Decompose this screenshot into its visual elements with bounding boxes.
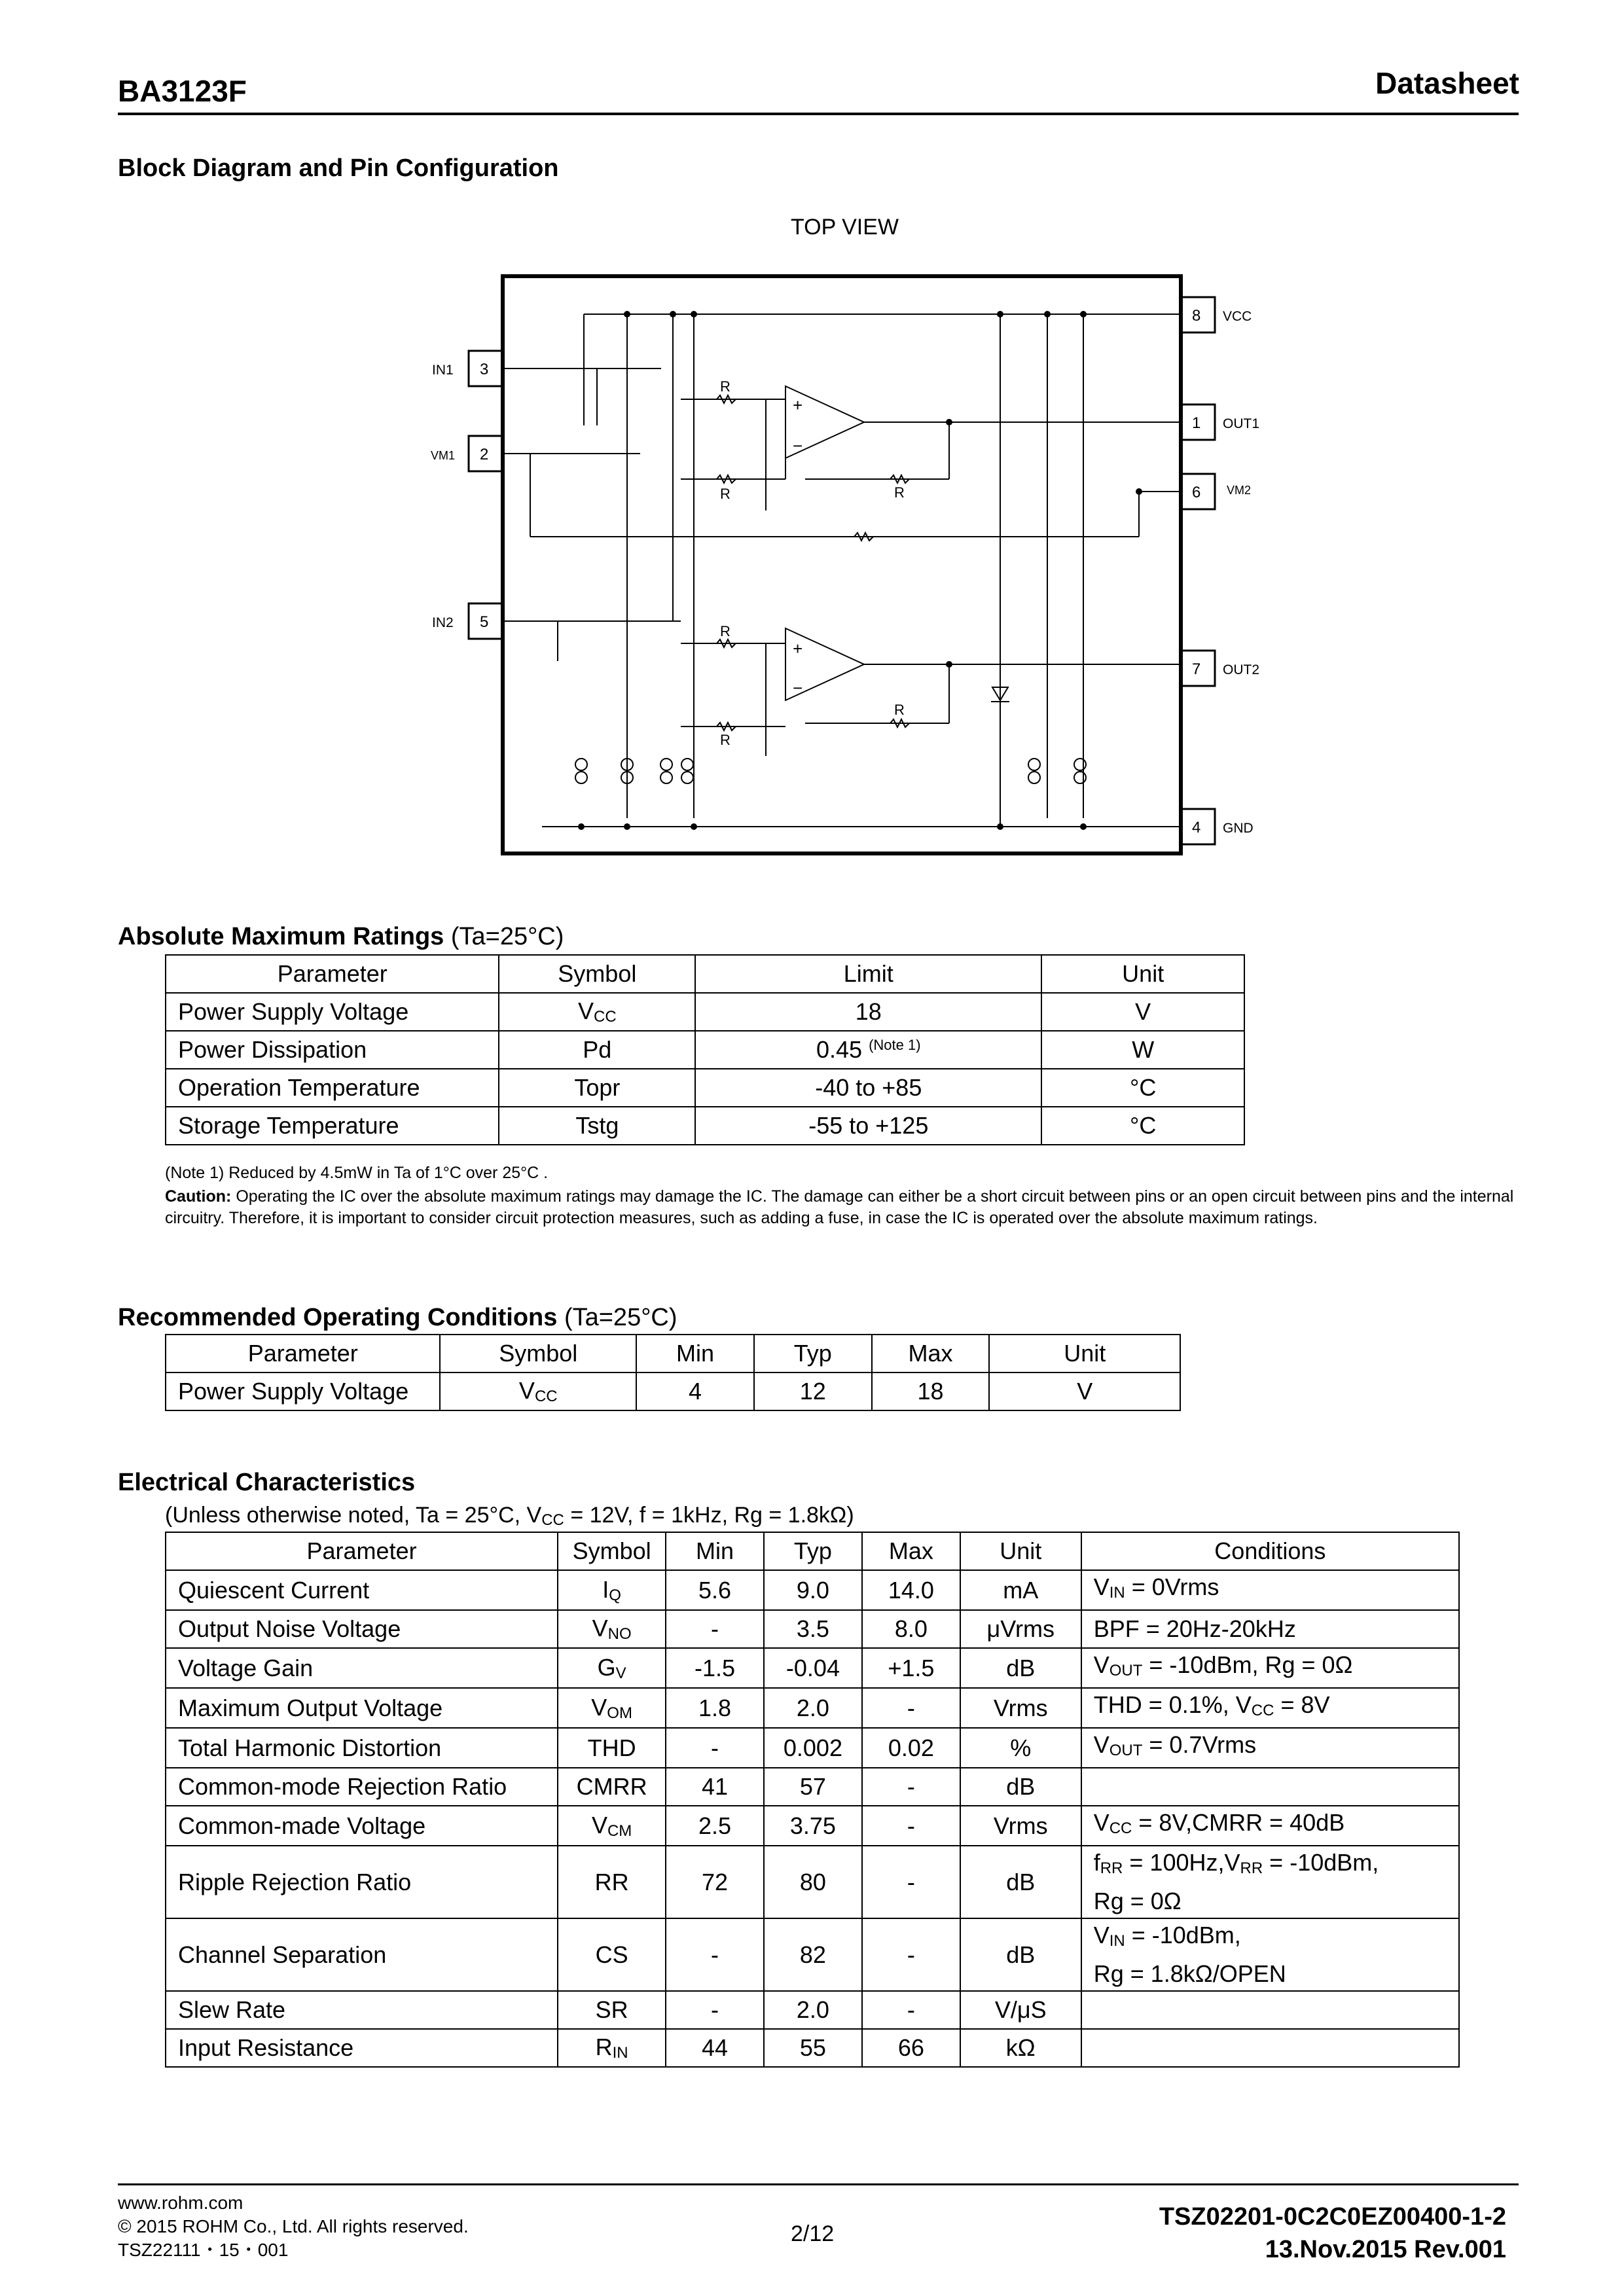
- pin-number: 1: [1192, 414, 1201, 432]
- note-1: (Note 1) Reduced by 4.5mW in Ta of 1°C over 25°C .: [165, 1164, 549, 1182]
- conditions-cell: THD = 0.1%, $V_{CC} = 8V$: [1081, 1688, 1459, 1728]
- header-cell: Unit: [1041, 955, 1244, 993]
- header-cell: Typ: [754, 1335, 872, 1372]
- top-view-label: TOP VIEW: [791, 215, 899, 240]
- param-cell: Common-made Voltage: [166, 1806, 558, 1846]
- param-cell: Ripple Rejection Ratio: [166, 1846, 558, 1918]
- pin-name: VCC: [1223, 309, 1252, 324]
- table-row: [166, 1846, 1459, 1918]
- rec-op-table: [165, 1334, 1181, 1411]
- svg-text:+: +: [793, 639, 803, 658]
- pin-name: VM1: [431, 449, 456, 462]
- symbol-cell: RR: [558, 1846, 666, 1918]
- conditions-cell: $V_{IN} = -10dBm$, Rg = 1.8kΩ/OPEN: [1081, 1918, 1459, 1991]
- header-cell: Symbol: [558, 1532, 666, 1570]
- typ-cell: 3.5: [764, 1610, 862, 1648]
- symbol-cell: $R_{IN}$: [558, 2029, 666, 2067]
- unit-cell: Vrms: [960, 1806, 1081, 1846]
- min-cell: 72: [666, 1846, 764, 1918]
- min-cell: 5.6: [666, 1570, 764, 1610]
- symbol-cell: $I_Q$: [558, 1570, 666, 1610]
- symbol-cell: $V_{OM}$: [558, 1688, 666, 1728]
- conditions-cell: $V_{CC}$ = 8V,CMRR = 40dB: [1081, 1806, 1459, 1846]
- min-cell: -: [666, 1991, 764, 2029]
- footer-code: TSZ22111・15・001: [118, 2240, 289, 2260]
- header-cell: Max: [872, 1335, 990, 1372]
- table-row: [166, 1768, 1459, 1806]
- table-row: Power Supply Voltage $V_{CC}$ 18 V: [166, 993, 1244, 1031]
- pin-number: 8: [1192, 307, 1201, 325]
- unit-cell: mA: [960, 1570, 1081, 1610]
- pin-name: IN1: [432, 363, 454, 378]
- typ-cell: 3.75: [764, 1806, 862, 1846]
- conditions-cell: BPF = 20Hz-20kHz: [1081, 1610, 1459, 1648]
- param-cell: Input Resistance: [166, 2029, 558, 2067]
- doc-id: TSZ02201-0C2C0EZ00400-1-2: [1159, 2203, 1506, 2231]
- param-cell: Total Harmonic Distortion: [166, 1728, 558, 1768]
- unit-cell: dB: [960, 1918, 1081, 1991]
- resistor-label: R: [894, 702, 905, 718]
- table-row: Power Dissipation Pd 0.45 $^{(Note 1)}$ W: [166, 1031, 1244, 1069]
- header-cell: Min: [636, 1335, 754, 1372]
- unit-cell: V/μS: [960, 1991, 1081, 2029]
- typ-cell: -0.04: [764, 1648, 862, 1688]
- typ-cell: 57: [764, 1768, 862, 1806]
- param-cell: Common-mode Rejection Ratio: [166, 1768, 558, 1806]
- table-row: [166, 1610, 1459, 1648]
- unit-cell: Vrms: [960, 1688, 1081, 1728]
- resistor-label: R: [720, 732, 731, 748]
- min-cell: -: [666, 1728, 764, 1768]
- pin-number: 7: [1192, 660, 1201, 678]
- footer-url[interactable]: www.rohm.com: [118, 2193, 244, 2213]
- resistor-label: R: [720, 486, 731, 502]
- elec-table: [165, 1532, 1460, 2068]
- min-cell: -1.5: [666, 1648, 764, 1688]
- typ-cell: 80: [764, 1846, 862, 1918]
- unit-cell: %: [960, 1728, 1081, 1768]
- min-cell: 41: [666, 1768, 764, 1806]
- max-cell: +1.5: [862, 1648, 960, 1688]
- min-cell: 1.8: [666, 1688, 764, 1728]
- svg-text:−: −: [793, 436, 803, 456]
- pin-name: OUT2: [1223, 662, 1260, 677]
- unit-cell: μVrms: [960, 1610, 1081, 1648]
- param-cell: Quiescent Current: [166, 1570, 558, 1610]
- header-cell: Parameter: [166, 955, 499, 993]
- typ-cell: 9.0: [764, 1570, 862, 1610]
- max-cell: -: [862, 1918, 960, 1991]
- symbol-cell: $V_{CM}$: [558, 1806, 666, 1846]
- header-cell: Conditions: [1081, 1532, 1459, 1570]
- param-cell: Output Noise Voltage: [166, 1610, 558, 1648]
- pin-number: 2: [480, 446, 489, 463]
- min-cell: -: [666, 1610, 764, 1648]
- footer-left: [118, 2191, 469, 2262]
- pin-name: VM2: [1227, 484, 1252, 497]
- conditions-cell: $V_{IN}$ = 0Vrms: [1081, 1570, 1459, 1610]
- pin-name: GND: [1223, 821, 1254, 836]
- resistor-label: R: [720, 378, 731, 395]
- max-cell: 0.02: [862, 1728, 960, 1768]
- header-cell: Parameter: [166, 1335, 440, 1372]
- unit-cell: dB: [960, 1648, 1081, 1688]
- header-cell: Unit: [960, 1532, 1081, 1570]
- table-row: [166, 2029, 1459, 2067]
- header-cell: Parameter: [166, 1532, 558, 1570]
- pin-number: 3: [480, 361, 489, 378]
- conditions-cell: [1081, 1768, 1459, 1806]
- table-row: [166, 1806, 1459, 1846]
- param-cell: Channel Separation: [166, 1918, 558, 1991]
- footer-copyright: © 2015 ROHM Co., Ltd. All rights reserved.: [118, 2216, 469, 2236]
- max-cell: 66: [862, 2029, 960, 2067]
- table-row: [166, 1728, 1459, 1768]
- unit-cell: dB: [960, 1768, 1081, 1806]
- param-cell: Voltage Gain: [166, 1648, 558, 1688]
- pin-number: 5: [480, 613, 489, 631]
- symbol-cell: THD: [558, 1728, 666, 1768]
- min-cell: -: [666, 1918, 764, 1991]
- pin-number: 4: [1192, 819, 1201, 836]
- pin-number: 6: [1192, 484, 1201, 501]
- pin-name: OUT1: [1223, 416, 1260, 431]
- max-cell: -: [862, 1846, 960, 1918]
- resistor-label: R: [720, 623, 731, 639]
- doc-type: Datasheet: [1375, 66, 1519, 100]
- symbol-cell: CMRR: [558, 1768, 666, 1806]
- header-cell: Max: [862, 1532, 960, 1570]
- block-diagram: [419, 268, 1283, 864]
- conditions-cell: $V_{OUT}$ = 0.7Vrms: [1081, 1728, 1459, 1768]
- elec-title: Electrical Characteristics: [118, 1469, 416, 1496]
- min-cell: 44: [666, 2029, 764, 2067]
- param-cell: Slew Rate: [166, 1991, 558, 2029]
- header-cell: Typ: [764, 1532, 862, 1570]
- table-row: Operation Temperature Topr -40 to +85 °C: [166, 1069, 1244, 1107]
- pin-name: IN2: [432, 615, 454, 630]
- table-row: [166, 1570, 1459, 1610]
- resistor-label: R: [894, 484, 905, 501]
- typ-cell: 55: [764, 2029, 862, 2067]
- max-cell: -: [862, 1768, 960, 1806]
- table-header-row: [166, 1335, 1180, 1372]
- conditions-cell: [1081, 2029, 1459, 2067]
- max-cell: 8.0: [862, 1610, 960, 1648]
- header-cell: Limit: [695, 955, 1041, 993]
- table-row: [166, 1918, 1459, 1991]
- header-cell: Min: [666, 1532, 764, 1570]
- conditions-cell: $V_{OUT} = -10dBm$, Rg = 0Ω: [1081, 1648, 1459, 1688]
- max-cell: -: [862, 1991, 960, 2029]
- ic-body-outline: [503, 276, 1181, 853]
- table-row: [166, 1688, 1459, 1728]
- footer-right: [1159, 2200, 1506, 2266]
- max-cell: -: [862, 1688, 960, 1728]
- typ-cell: 0.002: [764, 1728, 862, 1768]
- symbol-cell: $V_{NO}$: [558, 1610, 666, 1648]
- symbol-cell: CS: [558, 1918, 666, 1991]
- table-row: Storage Temperature Tstg -55 to +125 °C: [166, 1107, 1244, 1145]
- symbol-cell: SR: [558, 1991, 666, 2029]
- rec-op-title: Recommended Operating Conditions (Ta=25°C): [118, 1304, 677, 1331]
- min-cell: 2.5: [666, 1806, 764, 1846]
- typ-cell: 2.0: [764, 1688, 862, 1728]
- date-rev: 13.Nov.2015 Rev.001: [1265, 2236, 1506, 2263]
- table-row: [166, 1991, 1459, 2029]
- header-cell: Unit: [989, 1335, 1180, 1372]
- table-header-row: [166, 1532, 1459, 1570]
- typ-cell: 82: [764, 1918, 862, 1991]
- svg-text:−: −: [793, 678, 803, 698]
- footer-rule: [118, 2183, 1519, 2185]
- table-row: Power Supply Voltage $V_{CC}$ 4 12 18 V: [166, 1372, 1180, 1410]
- conditions-cell: $f_{RR} = 100Hz,V_{RR} = -10dBm$, Rg = 0Ω: [1081, 1846, 1459, 1918]
- table-header-row: [166, 955, 1244, 993]
- conditions-cell: [1081, 1991, 1459, 2029]
- block-diagram-title: Block Diagram and Pin Configuration: [118, 154, 559, 182]
- unit-cell: dB: [960, 1846, 1081, 1918]
- header-cell: Symbol: [499, 955, 695, 993]
- param-cell: Maximum Output Voltage: [166, 1688, 558, 1728]
- elec-conditions: (Unless otherwise noted, Ta = 25°C, $V_{CC} = 12V$, f = 1kHz, Rg = 1.8kΩ): [165, 1503, 854, 1529]
- unit-cell: kΩ: [960, 2029, 1081, 2067]
- max-cell: -: [862, 1806, 960, 1846]
- abs-max-title: Absolute Maximum Ratings (Ta=25°C): [118, 923, 564, 950]
- max-cell: 14.0: [862, 1570, 960, 1610]
- svg-text:+: +: [793, 395, 803, 415]
- table-row: [166, 1648, 1459, 1688]
- typ-cell: 2.0: [764, 1991, 862, 2029]
- caution-note: Caution: Operating the IC over the absolute maximum ratings may damage the IC. The damage can either be a short circuit between pins or an open circuit between pins and the internal circuitry. Therefore, it is important to consider circuit protection measures, such as adding a fuse, in case the IC is operated over the absolute maximum ratings.: [165, 1187, 1514, 1227]
- symbol-cell: $G_V$: [558, 1648, 666, 1688]
- abs-max-table: [165, 954, 1245, 1145]
- page-number: 2/12: [791, 2221, 835, 2246]
- header-rule: [118, 113, 1519, 115]
- header-cell: Symbol: [440, 1335, 636, 1372]
- part-number: BA3123F: [118, 74, 247, 108]
